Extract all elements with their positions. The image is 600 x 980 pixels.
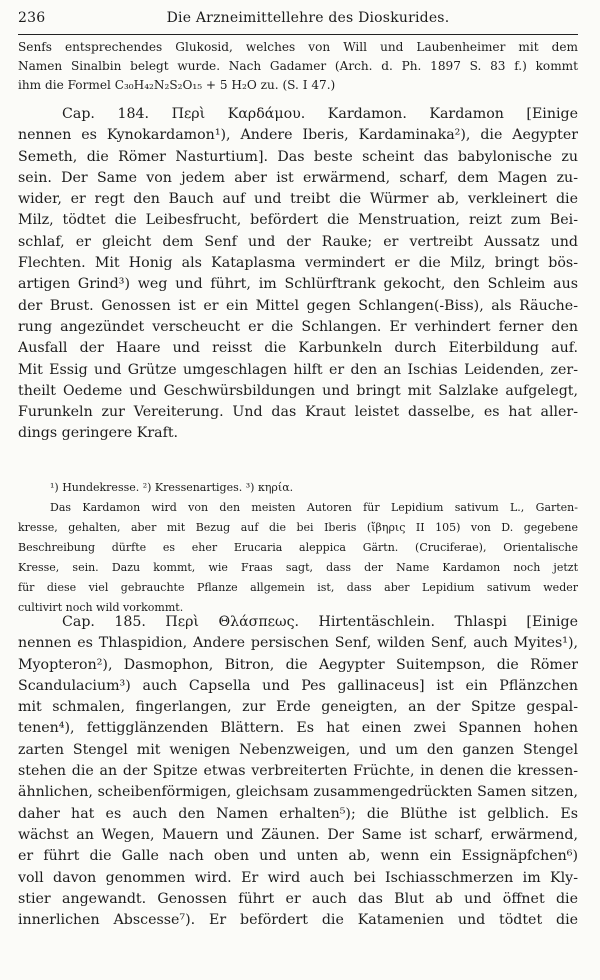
page-number: 236 [18, 10, 46, 26]
text-line: sein. Der Same von jedem aber ist erwärmend, scharf, dem Magen zu- [18, 169, 578, 186]
chapter-heading-line: Cap. 184. Περὶ Καρδάμου. Kardamon. Kardamon [Einige [62, 106, 578, 122]
page-header [18, 10, 578, 26]
text-line: Ausfall der Haare und reisst die Karbunkeln durch Eiterbildung auf. [18, 340, 578, 357]
text-line: er führt die Galle nach oben und unten ab, wenn ein Essignäpfchen⁶) [18, 848, 578, 865]
footnote-line: Beschreibung dürfte es eher Erucaria aleppica Gärtn. (Cruciferae), Orientalische [18, 541, 578, 554]
text-line: Senfs entsprechendes Glukosid, welches von Will und Laubenheimer mit dem [18, 40, 578, 54]
footnote-line: Kresse, sein. Dazu kommt, wie Fraas sagt, dass der Name Kardamon noch jetzt [18, 561, 578, 574]
text-line: Milz, tödtet die Leibesfrucht, befördert die Menstruation, reizt zum Bei- [18, 212, 578, 229]
text-line: theilt Oedeme und Geschwürsbildungen und bringt mit Salzlake aufgelegt, [18, 382, 578, 399]
text-line: mit schmalen, fingerlangen, zur Erde geneigten, an der Spitze gespal- [18, 699, 578, 716]
footnote-line: ¹) Hundekresse. ²) Kressenartiges. ³) κηρία. [50, 481, 294, 494]
chapter-heading-line: Cap. 185. Περὶ Θλάσπεως. Hirtentäschlein. Thlaspi [Einige [62, 614, 578, 630]
footnote-line: für diese viel gebrauchte Pflanze allgemein ist, dass aber Lepidium sativum weder [18, 581, 578, 594]
text-line: der Brust. Genossen ist er ein Mittel gegen Schlangen(-Biss), als Räuche- [18, 297, 578, 314]
text-line: artigen Grind³) weg und führt, im Schlürftrank gekocht, den Schleim aus [18, 276, 578, 293]
text-line: daher hat es auch den Namen erhalten⁵); die Blüthe ist gelblich. Es [18, 805, 578, 822]
text-line: innerlichen Abscesse⁷). Er befördert die Katamenien und tödtet die [18, 912, 578, 929]
footnote-line: kresse, gehalten, aber mit Bezug auf die bei Iberis (ἴβηρις II 105) von D. gegebene [18, 521, 578, 534]
running-title: Die Arzneimittellehre des Dioskurides. [166, 10, 450, 26]
text-line: tenen⁴), fettigglänzenden Blättern. Es hat einen zwei Spannen hohen [18, 720, 578, 737]
text-line: Flechten. Mit Honig als Kataplasma vermindert er die Milz, bringt bös- [18, 255, 578, 272]
text-line: schlaf, er gleicht dem Senf und der Rauke; er vertreibt Aussatz und [18, 233, 578, 250]
chapter-184 [18, 104, 578, 445]
text-line: dings geringere Kraft. [18, 425, 179, 442]
text-line: Myopteron²), Dasmophon, Bitron, die Aegypter Suitempson, die Römer [18, 656, 578, 673]
text-line: zarten Stengel mit wenigen Nebenzweigen, und um den ganzen Stengel [18, 741, 578, 758]
text-line: wider, er regt den Bauch auf und treibt die Würmer ab, verkleinert die [18, 191, 578, 208]
intro-paragraph [18, 38, 578, 95]
footnote-line: cultivirt noch wild vorkommt. [18, 601, 184, 614]
text-line: Mit Essig und Grütze umgeschlagen hilft er den an Ischias Leidenden, zer- [18, 361, 578, 378]
text-line: Scandulacium³) auch Capsella und Pes gallinaceus] ist ein Pflänzchen [18, 677, 578, 694]
text-line: wächst an Wegen, Mauern und Zäunen. Der Same ist scharf, erwärmend, [18, 826, 578, 843]
text-line: nennen es Kynokardamon¹), Andere Iberis, Kardaminaka²), die Aegypter [18, 127, 578, 144]
text-line: stehen die an der Spitze etwas verbreiterten Früchte, in denen die kressen- [18, 763, 578, 780]
footnote-line: Das Kardamon wird von den meisten Autoren für Lepidium sativum L., Garten- [50, 501, 578, 514]
text-line: Namen Sinalbin belegt wurde. Nach Gadamer (Arch. d. Ph. 1897 S. 83 f.) kommt [18, 59, 578, 73]
text-line: ähnlichen, scheibenförmigen, gleichsam zusammengedrückten Samen sitzen, [18, 784, 578, 801]
chapter-185 [18, 612, 578, 931]
header-rule [18, 34, 578, 35]
text-line: rung angezündet verscheucht er die Schlangen. Er verhindert ferner den [18, 318, 578, 335]
text-line: voll davon genommen wird. Er wird auch bei Ischiasschmerzen im Kly- [18, 869, 578, 886]
text-line: stier angewandt. Genossen führt er auch das Blut ab und öffnet die [18, 890, 578, 907]
footnotes-184 [18, 478, 578, 618]
text-line: ihm die Formel C₃₀H₄₂N₂S₂O₁₅ + 5 H₂O zu. (S. I 47.) [18, 78, 336, 92]
text-line: nennen es Thlaspidion, Andere persischen Senf, wilden Senf, auch Myites¹), [18, 635, 578, 652]
text-line: Furunkeln zur Vereiterung. Und das Kraut leistet dasselbe, es hat aller- [18, 404, 578, 421]
text-line: Semeth, die Römer Nasturtium]. Das beste scheint das babylonische zu [18, 148, 578, 165]
